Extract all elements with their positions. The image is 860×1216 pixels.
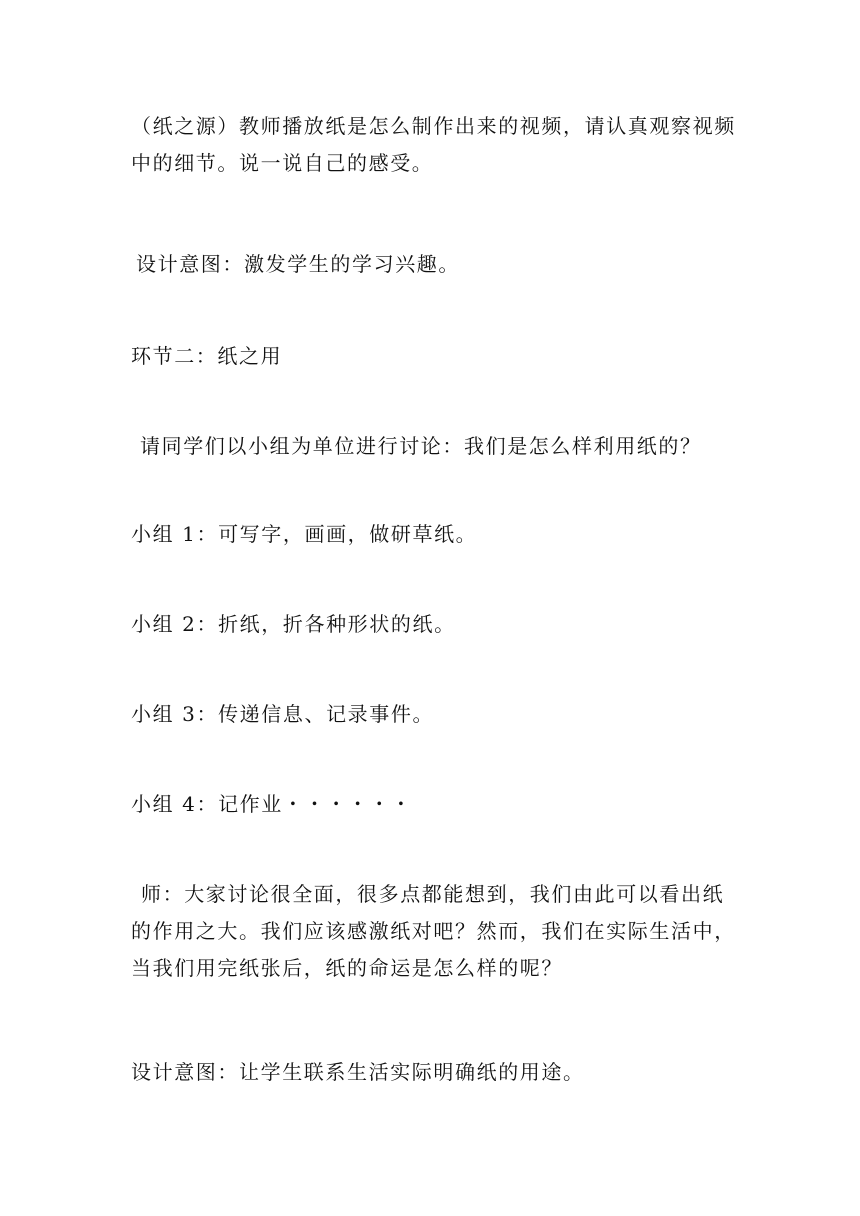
paragraph-group-2: 小组 2：折纸，折各种形状的纸。 xyxy=(131,612,456,636)
paragraph-group-4: 小组 4：记作业・・・・・・ xyxy=(131,792,413,816)
paragraph-group-3: 小组 3：传递信息、记录事件。 xyxy=(131,702,435,726)
paragraph-design-intent-2: 设计意图：让学生联系生活实际明确纸的用途。 xyxy=(131,1060,585,1084)
paragraph-teacher-remark: 师：大家讨论很全面，很多点都能想到，我们由此可以看出纸的作用之大。我们应该感激纸对吧？然而，我们在实际生活中，当我们用完纸张后，纸的命运是怎么样的呢？ xyxy=(131,882,736,980)
paragraph-discussion-prompt: 请同学们以小组为单位进行讨论：我们是怎么样利用纸的？ xyxy=(140,434,702,458)
paragraph-design-intent-1: 设计意图：激发学生的学习兴趣。 xyxy=(136,252,460,276)
paragraph-paper-source: （纸之源）教师播放纸是怎么制作出来的视频，请认真观察视频中的细节。说一说自己的感受。 xyxy=(131,114,736,175)
paragraph-section-heading: 环节二：纸之用 xyxy=(131,344,283,368)
paragraph-group-1: 小组 1：可写字，画画，做研草纸。 xyxy=(131,522,478,546)
